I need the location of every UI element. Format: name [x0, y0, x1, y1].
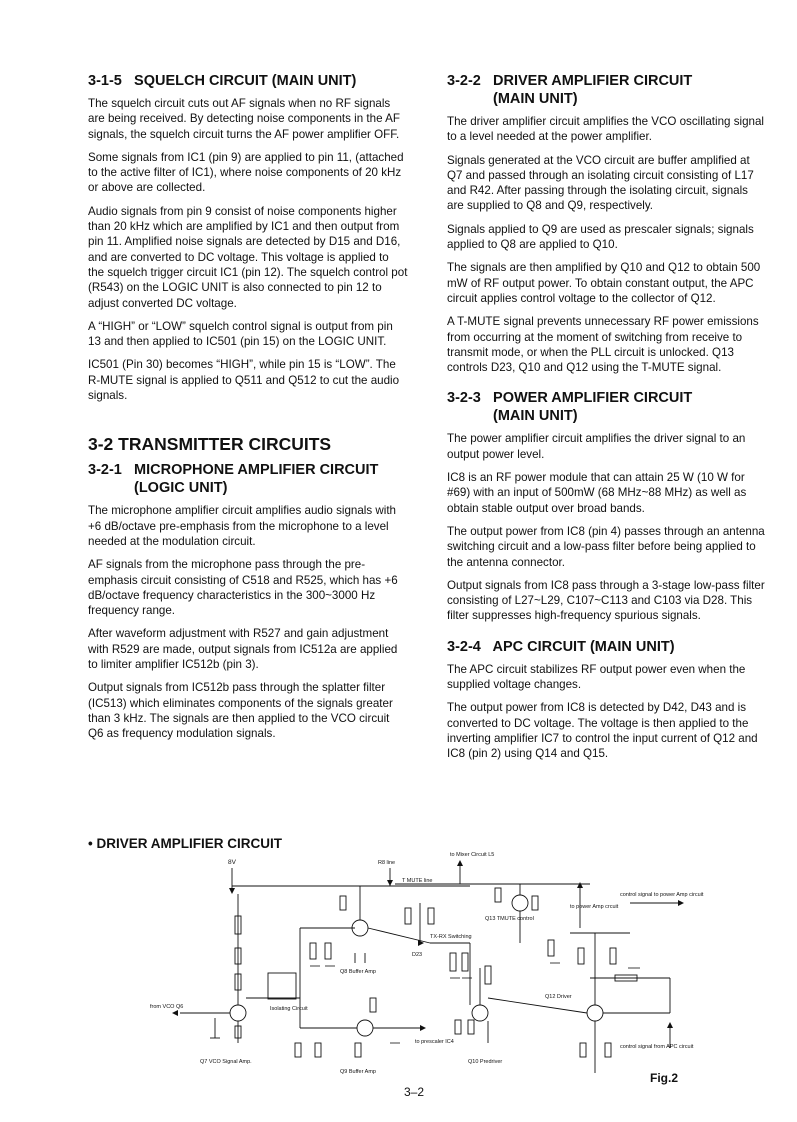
label-q12: Q12 Driver: [545, 994, 572, 1000]
chapter-heading-3-2: 3-2 TRANSMITTER CIRCUITS: [88, 434, 332, 455]
section-heading-3-2-2: 3-2-2 DRIVER AMPLIFIER CIRCUIT (MAIN UNIT): [447, 73, 693, 107]
paragraph: Signals generated at the VCO circuit are buffer amplified at Q7 and passed through an isolating circuit consisting of L17 and R42. After passing through the isolating circuit, signals are supplied to Q8 and Q9, respectively.: [447, 153, 754, 213]
paragraph: The APC circuit stabilizes RF output power even when the supplied voltage changes.: [447, 662, 746, 692]
paragraph: A “HIGH” or “LOW” squelch control signal is output from pin 13 and then applied to IC501 (pin 15) on the LOGIC UNIT.: [88, 319, 393, 349]
label-q10: Q10 Predriver: [468, 1059, 503, 1065]
label-r8-line: R8 line: [378, 860, 396, 866]
section-heading-3-2-3: 3-2-3 POWER AMPLIFIER CIRCUIT (MAIN UNIT): [447, 390, 693, 425]
label-q13: Q13 TMUTE control: [485, 916, 534, 922]
paragraph: IC501 (Pin 30) becomes “HIGH”, while pin 15 is “LOW”. The R-MUTE signal is applied to Q511 and Q512 to cut the audio signals.: [88, 358, 400, 403]
figure-label: Fig.2: [650, 1071, 679, 1085]
label-to-prescaler: to prescaler IC4: [415, 1039, 454, 1045]
section-heading-3-2-1: 3-2-1 MICROPHONE AMPLIFIER CIRCUIT (LOGIC UNIT): [88, 462, 379, 497]
paragraph: Output signals from IC8 pass through a 3-stage low-pass filter consisting of L27~L29, C107~C113 and C103 via D28. This filter suppresses high-frequency spurious signals.: [447, 578, 765, 623]
page-number: 3–2: [404, 1085, 425, 1099]
left-column: [88, 72, 408, 750]
label-from-vco: from VCO Q6: [150, 1004, 184, 1010]
paragraph: The driver amplifier circuit amplifies the VCO oscillating signal to a level needed at the power amplifier.: [447, 115, 765, 144]
right-column: [447, 72, 767, 770]
label-q7: Q7 VCO Signal Amp.: [200, 1059, 252, 1065]
paragraph: Audio signals from pin 9 consist of noise components higher than 20 kHz which are amplified by IC1 and then output from pin 11. Amplified noise signals are detected by D15 and D16, and are converted to DC voltage. This voltage is applied to the squelch trigger circuit IC1 (pin 12). The squelch control pot (R543) on the LOGIC UNIT is also connected to pin 12 to adjust converted DC voltage.: [88, 204, 408, 310]
label-q9: Q9 Buffer Amp: [340, 1069, 376, 1075]
paragraph: The signals are then amplified by Q10 and Q12 to obtain 500 mW of RF output power. To obtain constant output, the APC circuit applies control voltage to the collector of Q12.: [447, 261, 761, 305]
paragraph: AF signals from the microphone pass through the pre-emphasis circuit consisting of C518 and R525, which has +6 dB/octave frequency characteristics in the 300~3000 Hz frequency range.: [88, 558, 398, 618]
label-to-power: to power Amp crcuit: [570, 904, 619, 910]
label-to-mixer: to Mixer Circuit L5: [450, 852, 495, 858]
label-tx-rx: TX-RX Switching: [430, 934, 472, 940]
paragraph: After waveform adjustment with R527 and gain adjustment with R529 are made, output signals from IC512a are applied to limiter amplifier IC512b (pin 3).: [88, 627, 398, 672]
label-q8: Q8 Buffer Amp: [340, 969, 376, 975]
label-isolating: Isolating Circuit: [270, 1006, 308, 1012]
paragraph: The squelch circuit cuts out AF signals when no RF signals are being received. By detecting noise components in the AF signals, the squelch circuit turns the AF power amplifier OFF.: [88, 97, 400, 141]
section-heading-3-2-4: 3-2-4 APC CIRCUIT (MAIN UNIT): [447, 638, 675, 655]
paragraph: The output power from IC8 is detected by D42, D43 and is converted to DC voltage. The voltage is then applied to the inverting amplifier IC7 to control the input current of Q12 and IC8 (pin 2) using Q14 and Q15.: [447, 701, 758, 761]
label-tmute-line: T MUTE line: [402, 878, 433, 884]
label-8v: 8V: [228, 859, 236, 866]
label-control-from: control signal from APC circuit: [620, 1044, 694, 1050]
paragraph: IC8 is an RF power module that can attain 25 W (10 W for #69) with an input of 500mW (68 MHz~88 MHz) as well as obtain stable output over broad bands.: [447, 471, 747, 515]
paragraph: Some signals from IC1 (pin 9) are applied to pin 11, (attached to the active filter of IC1), where noise components of 20 kHz or above are collected.: [88, 150, 404, 195]
label-control-to: control signal to power Amp circuit: [620, 892, 704, 898]
paragraph: A T-MUTE signal prevents unnecessary RF power emissions from occurring at the moment of switching from receive to transmit mode, or when the PLL circuit is unlocked. Q13 controls D23, Q10 and Q12 using the T-MUTE signal.: [447, 315, 759, 375]
figure-title: • DRIVER AMPLIFIER CIRCUIT: [88, 836, 282, 851]
paragraph: The power amplifier circuit amplifies the driver signal to an output power level.: [447, 432, 746, 461]
paragraph: Signals applied to Q9 are used as prescaler signals; signals applied to Q8 are applied to Q10.: [447, 222, 754, 252]
label-d23: D23: [412, 952, 423, 958]
paragraph: Output signals from IC512b pass through the splatter filter (IC513) which eliminates components of the signals greater than 3 kHz. The signals are then applied to the VCO circuit Q6 as frequency modulation signals.: [88, 681, 393, 741]
section-heading-3-1-5: 3-1-5 SQUELCH CIRCUIT (MAIN UNIT): [88, 73, 357, 89]
paragraph: The microphone amplifier circuit amplifies audio signals with +6 dB/octave pre-emphasis from the microphone to a level needed at the modulation circuit.: [88, 504, 397, 548]
paragraph: The output power from IC8 (pin 4) passes through an antenna switching circuit and a low-pass filter before being applied to the antenna connector.: [447, 524, 765, 569]
driver-amplifier-schematic: [150, 848, 704, 1088]
